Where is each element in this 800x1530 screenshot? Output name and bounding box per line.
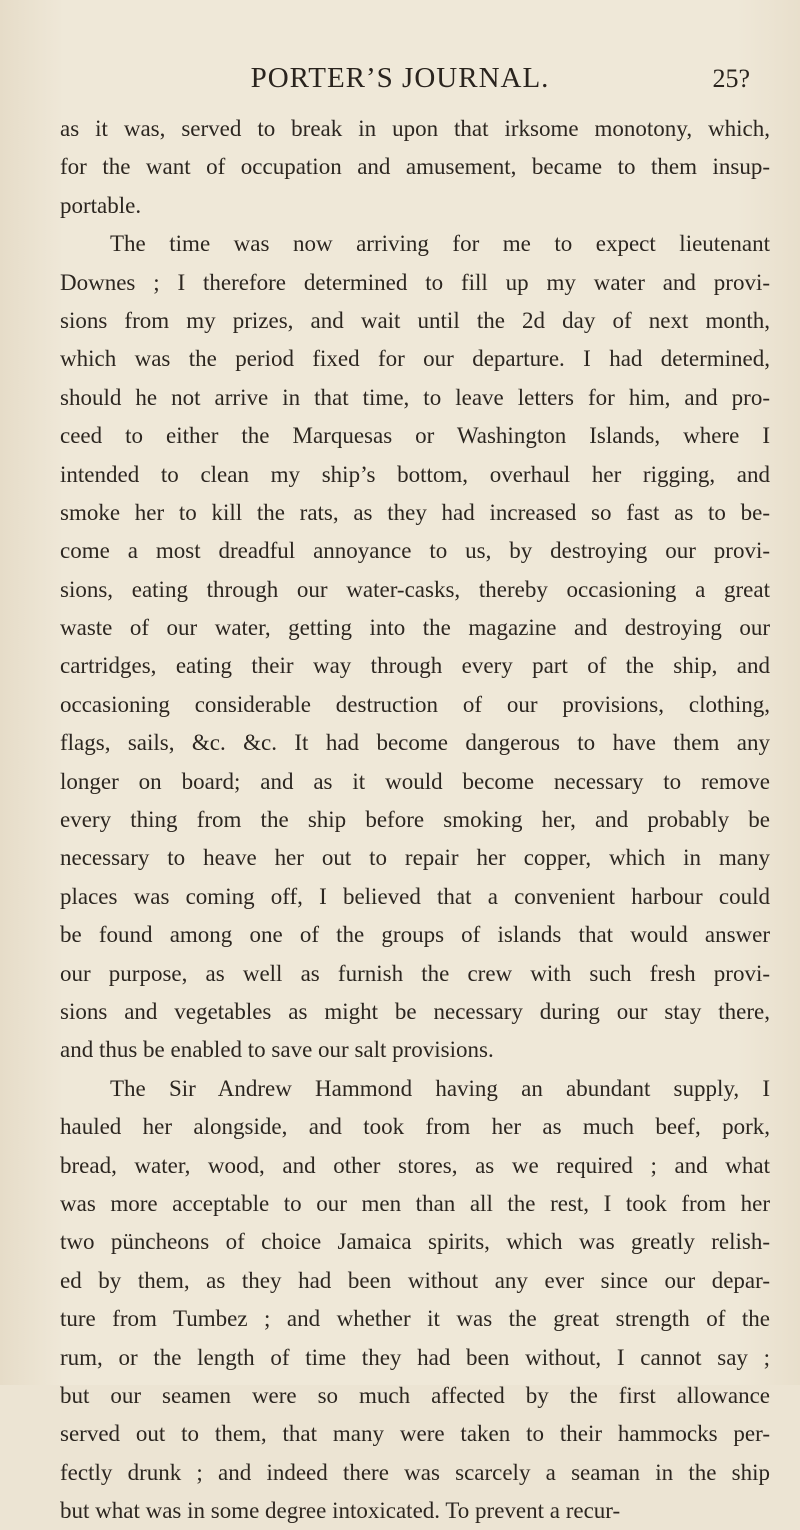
text-line: but what was in some degree intoxicated. To prevent a recur- xyxy=(60,1498,621,1524)
text-line: but our seamen were so much affected by the first allowance xyxy=(60,1382,770,1408)
text-line: be found among one of the groups of islands that would answer xyxy=(60,922,770,948)
text-line: for the want of occupation and amusement, became to them insup- xyxy=(60,154,770,180)
paragraph xyxy=(60,110,770,225)
text-line: sions and vegetables as might be necessary during our stay there, xyxy=(60,998,770,1024)
text-line: ed by them, as they had been without any ever since our depar- xyxy=(60,1267,770,1293)
text-line: Downes ; I therefore determined to fill up my water and provi- xyxy=(60,269,770,295)
paragraph xyxy=(60,1070,770,1530)
text-line: come a most dreadful annoyance to us, by destroying our provi- xyxy=(60,538,770,564)
text-line: necessary to heave her out to repair her copper, which in many xyxy=(60,845,770,871)
text-line: two püncheons of choice Jamaica spirits, which was greatly relish- xyxy=(60,1229,770,1255)
text-line: fectly drunk ; and indeed there was scarcely a seaman in the ship xyxy=(60,1459,770,1485)
text-line: portable. xyxy=(60,192,142,218)
text-line: places was coming off, I believed that a convenient harbour could xyxy=(60,883,770,909)
paragraph xyxy=(60,225,770,1070)
text-line: hauled her alongside, and took from her as much beef, pork, xyxy=(60,1114,770,1140)
text-line: ture from Tumbez ; and whether it was the great strength of the xyxy=(60,1306,770,1332)
text-line: intended to clean my ship’s bottom, overhaul her rigging, and xyxy=(60,461,770,487)
text-line: waste of our water, getting into the magazine and destroying our xyxy=(60,615,770,641)
text-line: flags, sails, &c. &c. It had become dangerous to have them any xyxy=(60,730,770,756)
text-line: which was the period fixed for our departure. I had determined, xyxy=(60,346,770,372)
text-line: smoke her to kill the rats, as they had increased so fast as to be- xyxy=(60,499,770,525)
text-line: The Sir Andrew Hammond having an abundant supply, I xyxy=(110,1075,770,1101)
page-header xyxy=(0,62,800,102)
running-title: PORTER’S JOURNAL. xyxy=(250,62,550,94)
text-line: occasioning considerable destruction of our provisions, clothing, xyxy=(60,691,770,717)
text-line: ceed to either the Marquesas or Washington Islands, where I xyxy=(60,423,770,449)
text-line: should he not arrive in that time, to leave letters for him, and pro- xyxy=(60,384,770,410)
text-line: and thus be enabled to save our salt provisions. xyxy=(60,1037,494,1063)
text-line: sions from my prizes, and wait until the 2d day of next month, xyxy=(60,307,770,333)
body-text xyxy=(60,110,770,1530)
text-line: longer on board; and as it would become necessary to remove xyxy=(60,768,770,794)
text-line: bread, water, wood, and other stores, as we required ; and what xyxy=(60,1152,770,1178)
text-line: our purpose, as well as furnish the crew with such fresh provi- xyxy=(60,960,770,986)
text-line: as it was, served to break in upon that irksome monotony, which, xyxy=(60,116,770,141)
text-line: every thing from the ship before smoking her, and probably be xyxy=(60,807,770,833)
text-line: served out to them, that many were taken to their hammocks per- xyxy=(60,1421,770,1447)
page-number: 25? xyxy=(712,64,750,93)
text-line: sions, eating through our water-casks, thereby occasioning a great xyxy=(60,576,770,602)
text-line: rum, or the length of time they had been without, I cannot say ; xyxy=(60,1344,770,1370)
text-line: cartridges, eating their way through every part of the ship, and xyxy=(60,653,770,679)
text-line: The time was now arriving for me to expect lieutenant xyxy=(110,231,770,257)
text-line: was more acceptable to our men than all the rest, I took from her xyxy=(60,1190,770,1216)
